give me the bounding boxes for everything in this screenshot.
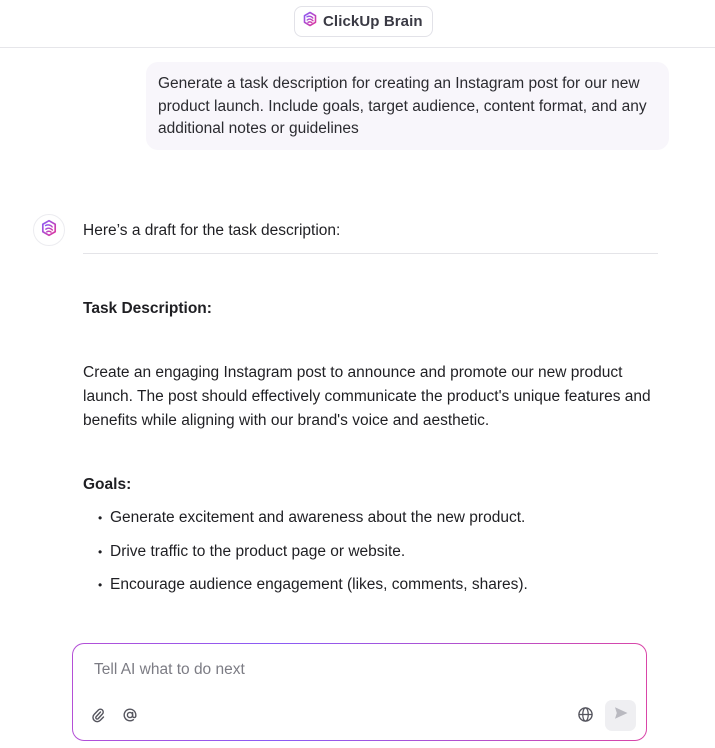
- bullet-icon: •: [98, 578, 103, 592]
- goals-list: [83, 506, 658, 597]
- ai-intro-text: Here’s a draft for the task description:: [83, 219, 658, 254]
- task-description-body: Create an engaging Instagram post to announce and promote our new product launch. The post should effectively communicate the product's unique features and benefits while aligning with our brand's voice and aesthetic.: [83, 364, 651, 429]
- composer-box: [73, 644, 646, 740]
- attach-button[interactable]: [86, 705, 110, 729]
- clickup-brain-icon: [302, 11, 318, 32]
- list-item: [83, 573, 658, 597]
- task-description-heading: Task Description:: [83, 300, 212, 317]
- send-icon: [613, 705, 629, 726]
- list-item: [83, 506, 658, 530]
- paperclip-icon: [90, 707, 106, 728]
- prompt-input[interactable]: [94, 661, 594, 679]
- brand-title: ClickUp Brain: [323, 13, 423, 30]
- goal-text: Generate excitement and awareness about the new product.: [110, 509, 526, 526]
- goal-text: Drive traffic to the product page or website.: [110, 542, 406, 560]
- goal-text: Encourage audience engagement (likes, comments, shares).: [110, 576, 528, 593]
- header-bar: [0, 0, 715, 48]
- list-item: [83, 540, 658, 564]
- composer: [72, 643, 647, 741]
- at-sign-icon: [122, 707, 138, 728]
- ai-message: [83, 219, 658, 607]
- globe-icon: [577, 706, 594, 728]
- send-button[interactable]: [605, 700, 636, 731]
- bullet-icon: •: [98, 544, 103, 559]
- user-message-bubble: [146, 62, 669, 150]
- mention-button[interactable]: [118, 705, 142, 729]
- clickup-brain-icon: [40, 219, 58, 242]
- goals-heading: Goals:: [83, 476, 132, 493]
- user-message-text: Generate a task description for creating an Instagram post for our new product launch. Include goals, target audience, content format, and any additional notes or guidelines: [158, 75, 647, 137]
- ai-avatar: [33, 214, 65, 246]
- web-search-button[interactable]: [573, 705, 597, 729]
- brand-button[interactable]: [294, 6, 433, 37]
- bullet-icon: •: [98, 511, 103, 525]
